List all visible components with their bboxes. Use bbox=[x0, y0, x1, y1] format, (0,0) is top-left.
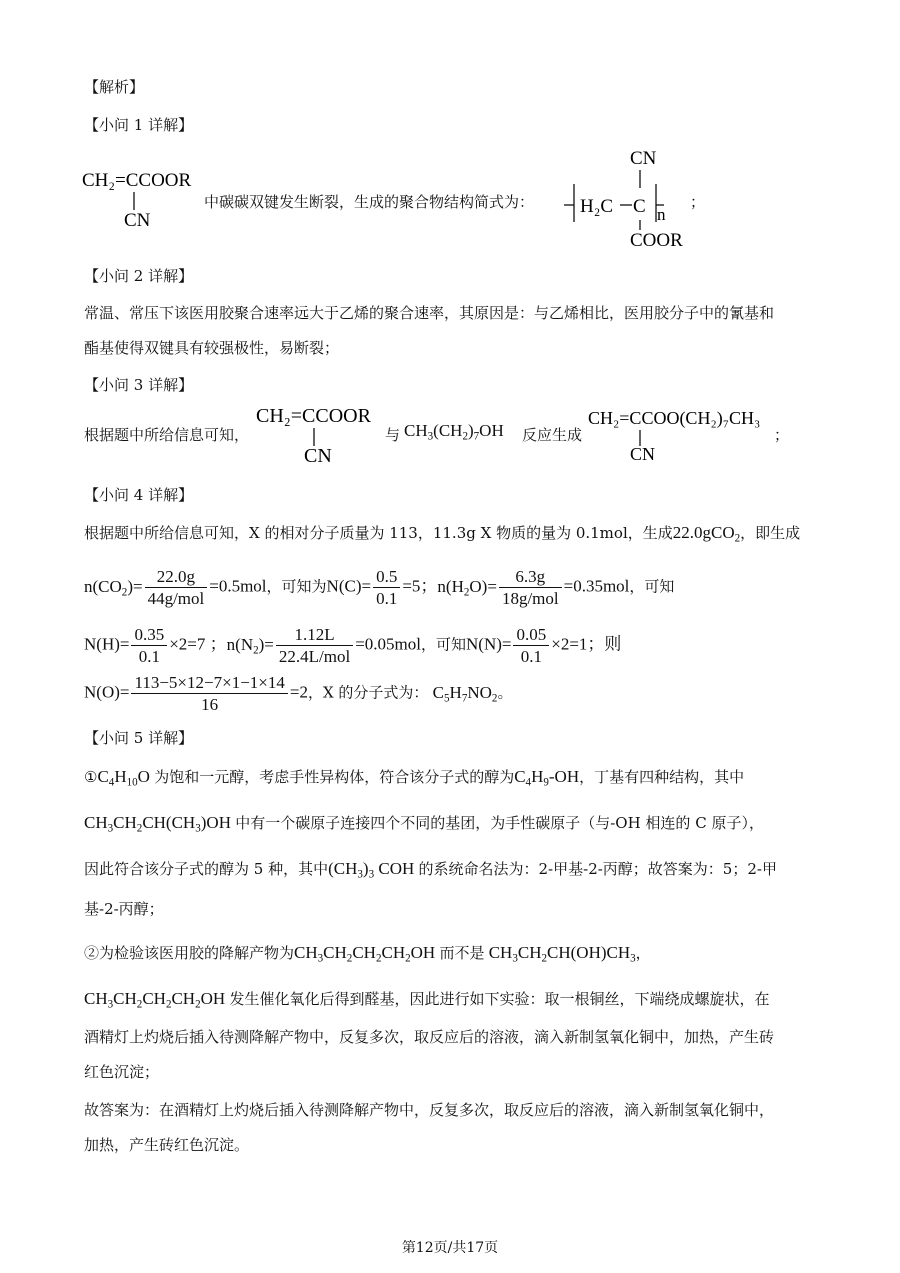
q4-frac-n2: $\frac{1.12L}{\text{22.4L/mol}}$ bbox=[276, 624, 353, 667]
q4-line1-b: ，即生成 bbox=[740, 524, 801, 542]
q1-polymer-structure bbox=[556, 146, 696, 250]
q1-polymer-bottom: COOR bbox=[630, 230, 683, 250]
q4-frac-no: $\frac{113-5\times 12-7\times 1-1\times 14}{16}$ bbox=[131, 672, 287, 715]
q3-end: ； bbox=[774, 426, 790, 444]
q4-line2: $n(CO_2)=$ $\frac{22.0g}{\text{44g/mol}}$ =0.5mol，可知为N(C)= $\frac{0.5}{0.1}$ =5；$n(H_2O)=$ $\frac{6.3g}{\text{18g/mol}}$ =0.35mol，可知 bbox=[84, 567, 675, 608]
page-number: 第12页/共17页 bbox=[401, 1240, 499, 1256]
q5-line8: 红色沉淀； bbox=[84, 1063, 160, 1081]
q4-line1-a: 根据题中所给信息可知，X 的相对分子质量为 113，11.3g X 物质的量为 0.1mol，生成 bbox=[84, 524, 673, 542]
q5-line6: $CH_3CH_2CH_2CH_2OH$ 发生催化氧化后得到醛基，因此进行如下实验：取一根铜丝，下端绕成螺旋状，在 bbox=[84, 989, 770, 1011]
q4-frac-co2: $\frac{22.0g}{\text{44g/mol}}$ bbox=[145, 566, 208, 609]
q4-heading: 【小问 4 详解】 bbox=[84, 486, 194, 504]
q1-polymer-n: n bbox=[657, 205, 666, 224]
q4-frac-h2o: $\frac{6.3g}{\text{18g/mol}}$ bbox=[499, 566, 562, 609]
q5-line7: 酒精灯上灼烧后插入待测降解产物中，反复多次，取反应后的溶液，滴入新制氢氧化铜中，加热，产生砖 bbox=[84, 1028, 775, 1046]
q1-polymer-h2c: H₂C bbox=[580, 196, 614, 217]
q5-line2: $CH_3CH_2CH(CH_3)OH$ 中有一个碳原子连接四个不同的基团，为手性碳原子（与-OH 相连的 C 原子）， bbox=[84, 813, 764, 835]
q3-alcohol-formula: $CH_3(CH_2)_7OH$ bbox=[404, 421, 504, 443]
q3-product-top: CH₂=CCOO(CH₂)₇CH₃ bbox=[588, 408, 761, 428]
q4-co2: 22.0gCO$_2$ bbox=[672, 523, 741, 545]
q3-product-sub: CN bbox=[630, 444, 656, 464]
q4-line1 bbox=[84, 522, 800, 543]
q3-reactant-sub: CN bbox=[304, 445, 332, 467]
q1-heading: 【小问 1 详解】 bbox=[84, 116, 194, 134]
q1-polymer-c: C bbox=[633, 196, 646, 217]
q5-line3: 因此符合该分子式的醇为 5 种，其中$(CH_3)_3$ COH 的系统命名法为：2-甲基-2-丙醇；故答案为：5；2-甲 bbox=[84, 859, 777, 881]
q3-text-c: 反应生成 bbox=[522, 426, 583, 444]
q5-line4: 基-2-丙醇； bbox=[84, 900, 164, 918]
q5-line1: $①C_4H_{10}O$ 为饱和一元醇，考虑手性异构体，符合该分子式的醇为$C_4H_9-OH$，丁基有四种结构，其中 bbox=[84, 767, 745, 789]
q3-reactant-top: CH₂=CCOOR bbox=[256, 405, 371, 427]
q2-line1: 常温、常压下该医用胶聚合速率远大于乙烯的聚合速率，其原因是：与乙烯相比，医用胶分子中的氰基和 bbox=[84, 304, 775, 322]
q1-end: ； bbox=[690, 193, 706, 211]
q3-text-b: 与 bbox=[385, 426, 401, 444]
q3-product-structure bbox=[584, 400, 784, 470]
q2-line2: 酯基使得双键具有较强极性，易断裂； bbox=[84, 339, 340, 357]
q1-monomer-sub: CN bbox=[124, 210, 151, 231]
q4-frac-nc: $\frac{0.5}{0.1}$ bbox=[373, 566, 400, 609]
q1-text: 中碳碳双键发生断裂，生成的聚合物结构简式为： bbox=[204, 193, 535, 211]
q1-monomer-structure bbox=[78, 158, 208, 234]
analysis-label: 【解析】 bbox=[84, 78, 145, 96]
q4-formula: $C_5H_7NO_2$ bbox=[428, 682, 498, 704]
q2-heading: 【小问 2 详解】 bbox=[84, 267, 194, 285]
q1-polymer-top: CN bbox=[630, 148, 657, 169]
q1-monomer-top: CH₂=CCOOR bbox=[82, 170, 192, 191]
q5-heading: 【小问 5 详解】 bbox=[84, 729, 194, 747]
q4-line3: N(H)= $\frac{0.35}{0.1}$ ×2=7 ；$n(N_2)=$ $\frac{1.12L}{\text{22.4L/mol}}$ =0.05mol，可知N(N)= $\frac{0.05}{0.1}$ ×2=1；则 bbox=[84, 625, 622, 666]
q3-heading: 【小问 3 详解】 bbox=[84, 376, 194, 394]
q5-line9: 故答案为：在酒精灯上灼烧后插入待测降解产物中，反复多次，取反应后的溶液，滴入新制氢氧化铜中， bbox=[84, 1101, 775, 1119]
q3-reactant-structure bbox=[252, 398, 392, 472]
q4-frac-nn: $\frac{0.05}{0.1}$ bbox=[513, 624, 549, 667]
q4-frac-nh: $\frac{0.35}{0.1}$ bbox=[131, 624, 167, 667]
q5-line5: ②为检验该医用胶的降解产物为$CH_3CH_2CH_2CH_2OH$ 而不是 $CH_3CH_2CH(OH)CH_3$， bbox=[84, 943, 651, 965]
q3-text-a: 根据题中所给信息可知， bbox=[84, 426, 250, 444]
q4-line4: N(O)= $\frac{113-5\times 12-7\times 1-1\times 14}{16}$ =2，X 的分子式为： $C_5H_7NO_2$。 bbox=[84, 673, 513, 714]
q5-line10: 加热，产生砖红色沉淀。 bbox=[84, 1136, 250, 1154]
